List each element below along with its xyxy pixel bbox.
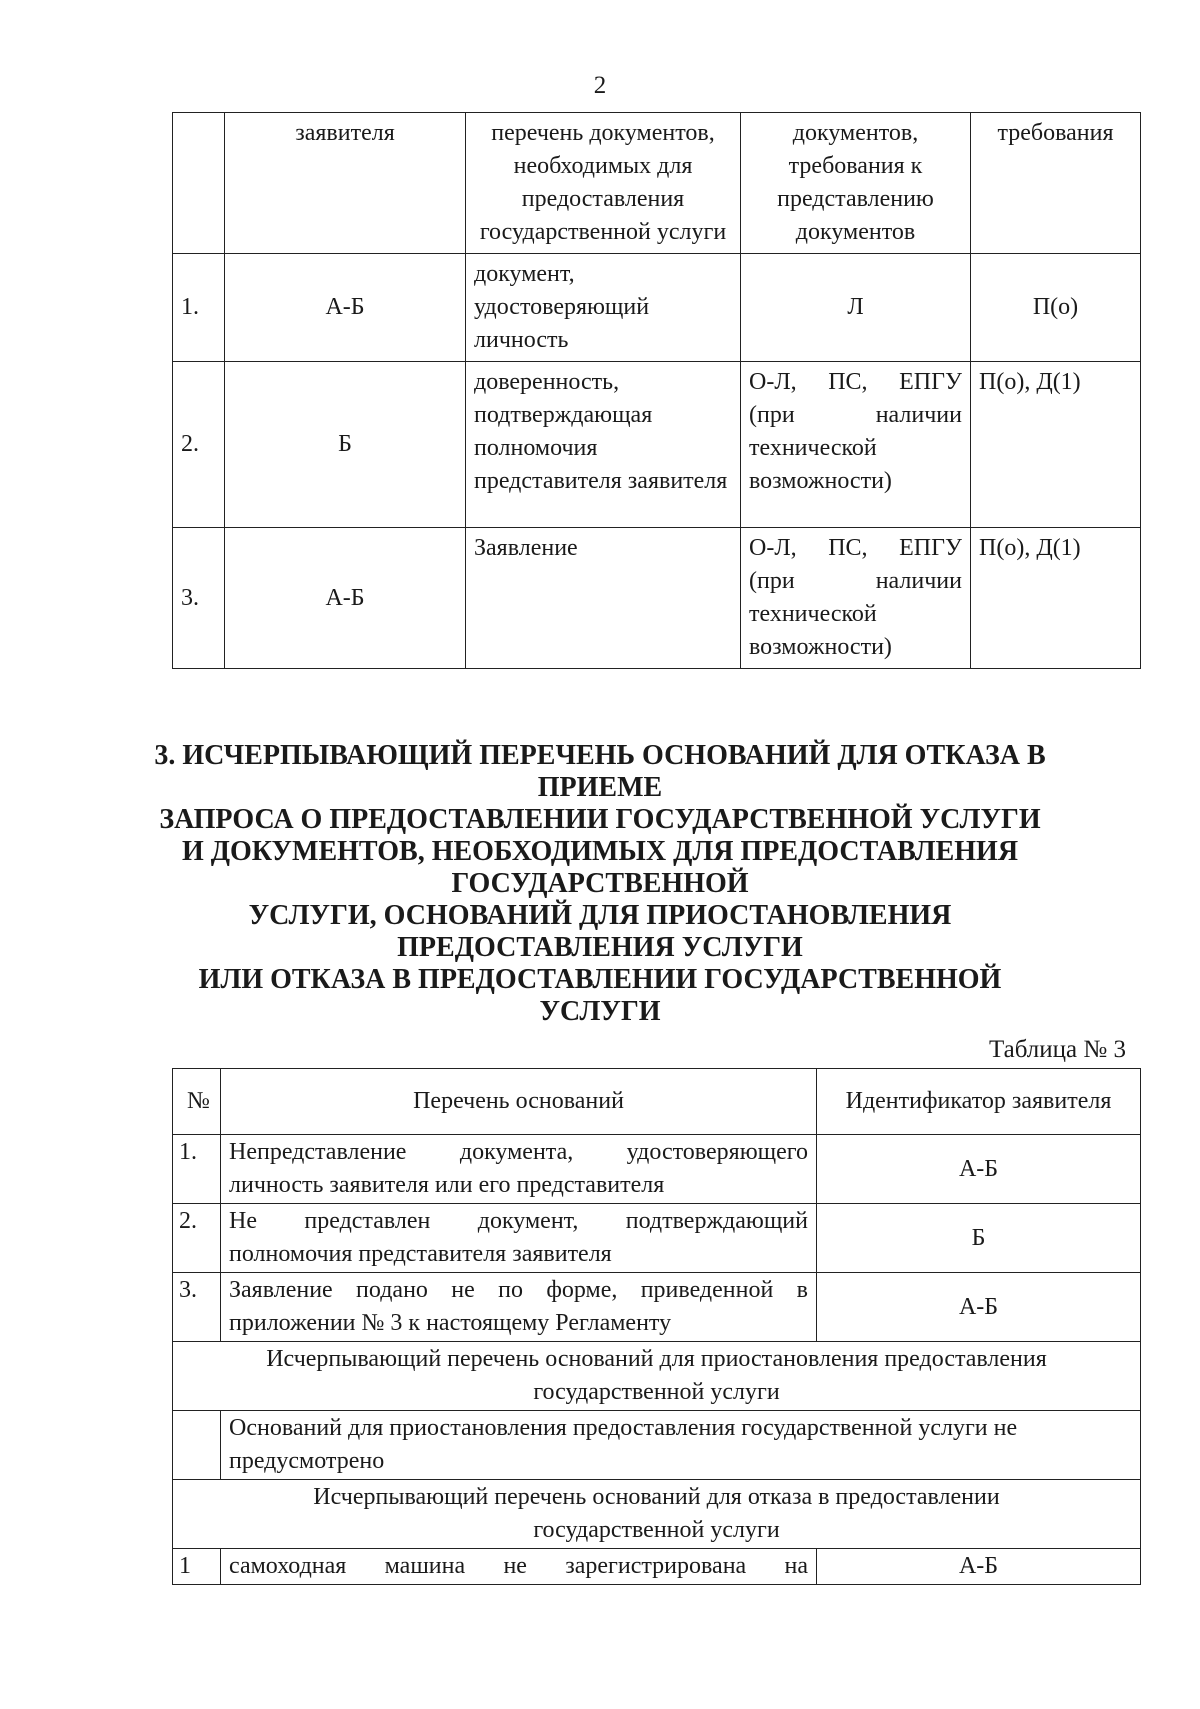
reason-cell: Не представлен документ, подтверждающий полномочия представителя заявителя	[221, 1204, 817, 1273]
refusal-reasons-table	[172, 1068, 1141, 1585]
table-header-row	[173, 1069, 1141, 1135]
header-cell: требования	[971, 113, 1141, 254]
header-cell: заявителя	[225, 113, 466, 254]
header-reasons: Перечень оснований	[221, 1069, 817, 1135]
table-row	[173, 254, 1141, 362]
table-row	[173, 1411, 1141, 1480]
header-cell	[173, 113, 225, 254]
identifier-cell: А-Б	[817, 1549, 1141, 1585]
method-cell: О-Л, ПС, ЕПГУ (при наличии технической возможности)	[741, 528, 971, 669]
heading-line: ГОСУДАРСТВЕННОЙ	[451, 868, 749, 899]
heading-line: ИЛИ ОТКАЗА В ПРЕДОСТАВЛЕНИИ ГОСУДАРСТВЕННОЙ	[198, 964, 1002, 995]
requirement-cell: П(о)	[971, 254, 1141, 362]
table-row	[173, 528, 1141, 669]
section-row	[173, 1342, 1141, 1411]
document-cell: документ, удостоверяющий личность	[466, 254, 741, 362]
section-row	[173, 1480, 1141, 1549]
row-number: 1.	[173, 254, 225, 362]
identifier-cell: А-Б	[817, 1135, 1141, 1204]
reason-cell: Непредставление документа, удостоверяющего личность заявителя или его представителя	[221, 1135, 817, 1204]
table-row	[173, 1204, 1141, 1273]
heading-line: И ДОКУМЕНТОВ, НЕОБХОДИМЫХ ДЛЯ ПРЕДОСТАВЛЕНИЯ	[181, 836, 1019, 867]
applicant-cell: А-Б	[225, 528, 466, 669]
row-number	[173, 1411, 221, 1480]
requirement-cell: П(о), Д(1)	[971, 362, 1141, 528]
method-cell: О-Л, ПС, ЕПГУ (при наличии технической возможности)	[741, 362, 971, 528]
reason-cell: самоходная машина не зарегистрирована на	[221, 1549, 817, 1585]
header-num: №	[173, 1069, 221, 1135]
table-header-row	[173, 113, 1141, 254]
identifier-cell: Б	[817, 1204, 1141, 1273]
header-cell: перечень документов, необходимых для предоставления государственной услуги	[466, 113, 741, 254]
header-cell: документов, требования к представлению документов	[741, 113, 971, 254]
heading-line: 3. ИСЧЕРПЫВАЮЩИЙ ПЕРЕЧЕНЬ ОСНОВАНИЙ ДЛЯ ОТКАЗА В	[154, 740, 1046, 771]
table-caption: Таблица № 3	[988, 1036, 1126, 1063]
row-number: 2.	[173, 362, 225, 528]
table-row	[173, 1273, 1141, 1342]
row-number: 3.	[173, 1273, 221, 1342]
heading-line: УСЛУГИ, ОСНОВАНИЙ ДЛЯ ПРИОСТАНОВЛЕНИЯ	[248, 900, 952, 931]
documents-table	[172, 112, 1141, 669]
heading-line: ПРЕДОСТАВЛЕНИЯ УСЛУГИ	[397, 932, 803, 963]
applicant-cell: А-Б	[225, 254, 466, 362]
header-identifier: Идентификатор заявителя	[817, 1069, 1141, 1135]
row-number: 1.	[173, 1135, 221, 1204]
applicant-cell: Б	[225, 362, 466, 528]
heading-line: ПРИЕМЕ	[537, 772, 663, 803]
document-cell: Заявление	[466, 528, 741, 669]
suspension-text: Оснований для приостановления предоставления государственной услуги не предусмотрено	[221, 1411, 1141, 1480]
method-cell: Л	[741, 254, 971, 362]
table-row	[173, 362, 1141, 528]
requirement-cell: П(о), Д(1)	[971, 528, 1141, 669]
document-cell: доверенность, подтверждающая полномочия представителя заявителя	[466, 362, 741, 528]
suspension-title: Исчерпывающий перечень оснований для приостановления предоставления государственной услуги	[173, 1342, 1141, 1411]
section-heading	[150, 740, 1050, 1028]
page-number: 2	[593, 72, 607, 99]
table-row	[173, 1135, 1141, 1204]
heading-line: УСЛУГИ	[539, 996, 661, 1027]
reason-cell: Заявление подано не по форме, приведенной в приложении № 3 к настоящему Регламенту	[221, 1273, 817, 1342]
table-row	[173, 1549, 1141, 1585]
row-number: 3.	[173, 528, 225, 669]
heading-line: ЗАПРОСА О ПРЕДОСТАВЛЕНИИ ГОСУДАРСТВЕННОЙ УСЛУГИ	[159, 804, 1041, 835]
identifier-cell: А-Б	[817, 1273, 1141, 1342]
row-number: 1	[173, 1549, 221, 1585]
refusal-title: Исчерпывающий перечень оснований для отказа в предоставлении государственной услуги	[173, 1480, 1141, 1549]
row-number: 2.	[173, 1204, 221, 1273]
